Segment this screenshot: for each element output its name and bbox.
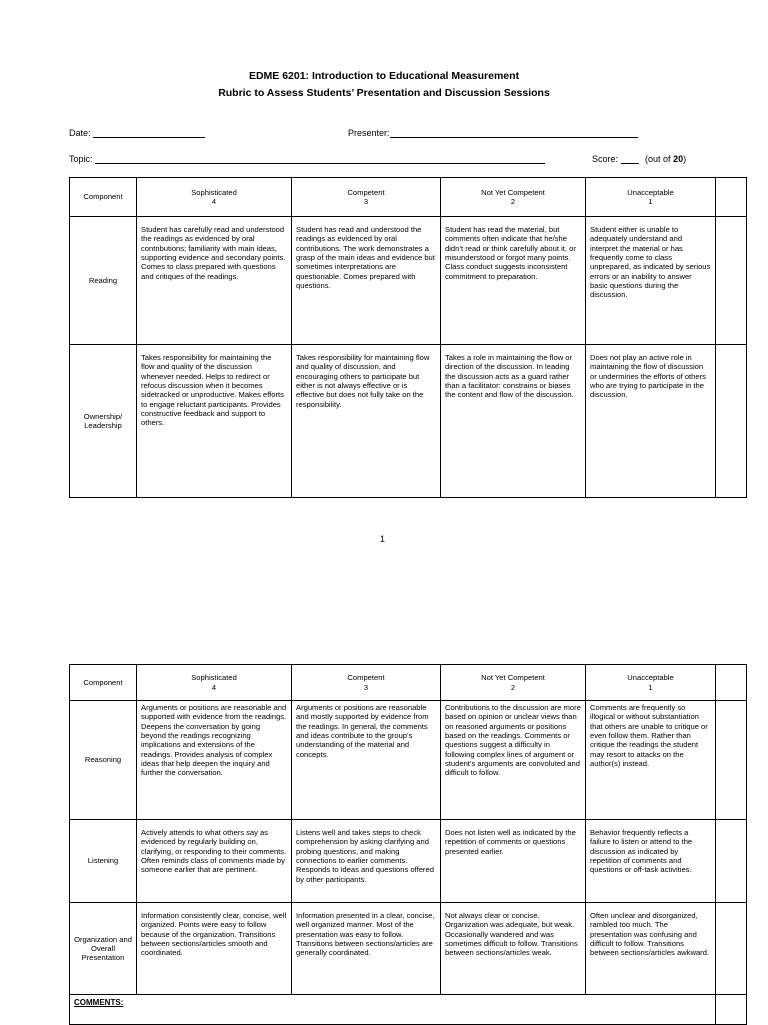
presenter-label: Presenter: bbox=[348, 128, 390, 138]
level-header-competent: Competent 3 bbox=[292, 178, 441, 217]
score-cell[interactable] bbox=[716, 903, 747, 995]
criterion-cell: Actively attends to what others say as evidenced by regularly building on, clarifying, or responding to their comments. Often reminds class of comments made by someone earlier that are pertinent. bbox=[137, 820, 292, 903]
rubric-row-ownership bbox=[70, 345, 747, 498]
criterion-cell: Student either is unable to adequately understand and interpret the material or has frequently come to class unprepared, as indicated by serious errors or an inability to answer basic questions during the discussion. bbox=[586, 217, 716, 345]
criterion-cell: Behavior frequently reflects a failure to listen or attend to the discussion as indicated by repetition of comments and questions or off-task activities. bbox=[586, 820, 716, 903]
score-label: Score: bbox=[592, 154, 619, 164]
component-header: Component bbox=[70, 178, 137, 217]
score-cell[interactable] bbox=[716, 345, 747, 498]
rubric-row-organization bbox=[70, 903, 747, 995]
score-cell[interactable] bbox=[716, 665, 747, 701]
criterion-cell: Arguments or positions are reasonable and supported with evidence from the readings. Deepens the conversation by going beyond the readings recognizing implications and extensions of the readings. Provides analysis of complex ideas that help deepen the inquiry and further the conversation. bbox=[137, 701, 292, 820]
criterion-cell: Takes responsibility for maintaining flow and quality of discussion, and encouraging others to participate but either is not always effective or is effective but does not fully take on the responsibility. bbox=[292, 345, 441, 498]
component-name: Organization and Overall Presentation bbox=[70, 903, 137, 995]
criterion-cell: Information consistently clear, concise, well organized. Points were easy to follow because of the organization. Transitions between sections/articles smooth and coordinated. bbox=[137, 903, 292, 995]
rubric-row-reading bbox=[70, 217, 747, 345]
criterion-cell: Listens well and takes steps to check comprehension by asking clarifying and probing questions, and making connections to earlier comments. Responds to ideas and questions offered by other participants. bbox=[292, 820, 441, 903]
rubric-row-reasoning bbox=[70, 701, 747, 820]
score-cell[interactable] bbox=[716, 178, 747, 217]
criterion-cell: Contributions to the discussion are more based on opinion or unclear views than on reasoned arguments or positions based on the readings. Comments or questions suggest a difficulty in following complex lines of argument or student’s arguments are convoluted and difficult to follow. bbox=[441, 701, 586, 820]
course-title: EDME 6201: Introduction to Educational Measurement bbox=[248, 70, 520, 82]
level-header-sophisticated: Sophisticated 4 bbox=[137, 665, 292, 701]
score-line bbox=[621, 153, 639, 164]
level-header-sophisticated: Sophisticated 4 bbox=[137, 178, 292, 217]
topic-label: Topic: bbox=[69, 154, 93, 164]
topic-field[interactable] bbox=[69, 153, 545, 164]
score-field[interactable] bbox=[592, 153, 686, 164]
date-field[interactable] bbox=[69, 127, 205, 138]
rubric-row-listening bbox=[70, 820, 747, 903]
date-line bbox=[93, 127, 205, 138]
score-cell[interactable] bbox=[716, 217, 747, 345]
topic-line bbox=[95, 153, 545, 164]
header-row bbox=[70, 665, 747, 701]
level-header-not-yet-competent: Not Yet Competent 2 bbox=[441, 178, 586, 217]
score-cell[interactable] bbox=[716, 820, 747, 903]
score-cell[interactable] bbox=[716, 701, 747, 820]
level-header-not-yet-competent: Not Yet Competent 2 bbox=[441, 665, 586, 701]
component-name: Listening bbox=[70, 820, 137, 903]
criterion-cell: Student has carefully read and understood the readings as evidenced by oral contributions; familiarity with main ideas, supporting evidence and secondary points. Comes to class prepared with questions and critiques of the readings. bbox=[137, 217, 292, 345]
criterion-cell: Arguments or positions are reasonable and mostly supported by evidence from the readings. In general, the comments and ideas contribute to the group’s understanding of the material and concepts. bbox=[292, 701, 441, 820]
rubric-table-page2 bbox=[69, 664, 747, 1025]
criterion-cell: Does not listen well as indicated by the repetition of comments or questions presented earlier. bbox=[441, 820, 586, 903]
score-out-of: (out of 20) bbox=[645, 154, 687, 164]
component-name: Reading bbox=[70, 217, 137, 345]
comments-row bbox=[70, 995, 747, 1025]
level-header-unacceptable: Unacceptable 1 bbox=[586, 178, 716, 217]
score-cell[interactable] bbox=[716, 995, 747, 1025]
header-row bbox=[70, 178, 747, 217]
comments-label: COMMENTS: bbox=[74, 998, 124, 1007]
criterion-cell: Takes a role in maintaining the flow or direction of the discussion. In leading the discussion acts as a guard rather than a facilitator: constrains or biases the content and flow of the discussion. bbox=[441, 345, 586, 498]
level-header-unacceptable: Unacceptable 1 bbox=[586, 665, 716, 701]
comments-cell[interactable] bbox=[70, 995, 716, 1025]
component-name: Ownership/ Leadership bbox=[70, 345, 137, 498]
criterion-cell: Comments are frequently so illogical or without substantiation that others are unable to critique or even follow them. Rather than critique the readings the student may resort to attacks on the author(s) instead. bbox=[586, 701, 716, 820]
criterion-cell: Student has read and understood the readings as evidenced by oral contributions. The work demonstrates a grasp of the main ideas and evidence but sometimes interpretations are questionable. Comes prepared with questions. bbox=[292, 217, 441, 345]
criterion-cell: Student has read the material, but comments often indicate that he/she didn’t read or think carefully about it, or misunderstood or forgot many points. Class conduct suggests inconsistent commitment to preparation. bbox=[441, 217, 586, 345]
presenter-field[interactable] bbox=[348, 127, 638, 138]
criterion-cell: Often unclear and disorganized, rambled too much. The presentation was confusing and difficult to follow. Transitions between sections/articles awkward. bbox=[586, 903, 716, 995]
level-header-competent: Competent 3 bbox=[292, 665, 441, 701]
score-total: 20 bbox=[673, 154, 684, 164]
component-name: Reasoning bbox=[70, 701, 137, 820]
rubric-table-page1 bbox=[69, 177, 747, 498]
criterion-cell: Takes responsibility for maintaining the flow and quality of the discussion whenever needed. Helps to redirect or refocus discussion when it becomes sidetracked or unproductive. Makes efforts to engage reluctant participants. Provides constructive feedback and support to others. bbox=[137, 345, 292, 498]
criterion-cell: Information presented in a clear, concise, well organized manner. Most of the presentation was easy to follow. Transitions between sections/articles are generally coordinated. bbox=[292, 903, 441, 995]
criterion-cell: Does not play an active role in maintaining the flow of discussion or undermines the efforts of others who are trying to participate in the discussion. bbox=[586, 345, 716, 498]
rubric-subtitle: Rubric to Assess Students’ Presentation and Discussion Sessions bbox=[218, 87, 550, 99]
page-number: 1 bbox=[380, 534, 386, 544]
criterion-cell: Not always clear or concise. Organization was adequate, but weak. Occasionally wandered and was sometimes difficult to follow. Transitions between sections/articles weak. bbox=[441, 903, 586, 995]
date-label: Date: bbox=[69, 128, 91, 138]
presenter-line bbox=[390, 127, 638, 138]
component-header: Component bbox=[70, 665, 137, 701]
